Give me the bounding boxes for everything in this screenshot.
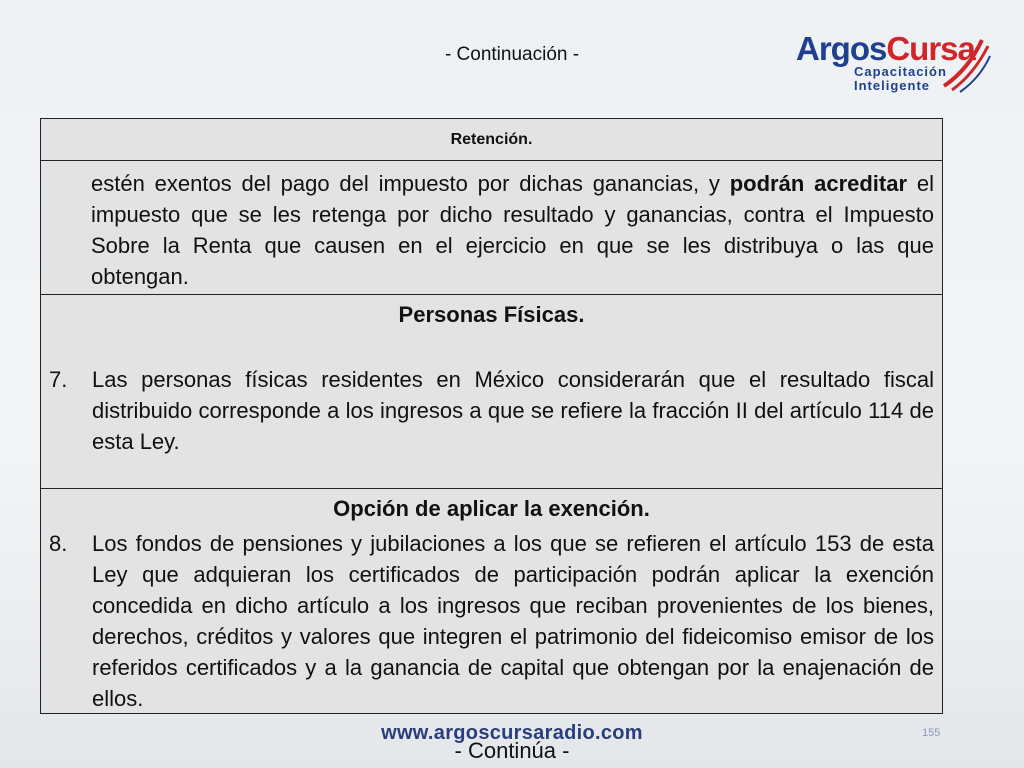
continua-label: - Continúa - bbox=[454, 738, 570, 763]
table-cell-personas-fisicas bbox=[40, 294, 943, 489]
swoosh-icon bbox=[942, 34, 992, 94]
website-url[interactable]: www.argoscursaradio.com bbox=[381, 722, 643, 744]
item-number: 8. bbox=[49, 531, 68, 556]
table-cell-opcion-exencion bbox=[40, 488, 943, 714]
logo-tagline-1: Capacitación bbox=[854, 64, 947, 79]
argoscursa-logo bbox=[792, 30, 1002, 94]
section-heading-opcion-exencion: Opción de aplicar la exención. bbox=[333, 496, 650, 521]
item-text: Las personas físicas residentes en México considerarán que el resultado fiscal distribuido corresponde a los ingresos a que se refiere la fracción II del artículo 114 de esta Ley. bbox=[92, 367, 934, 454]
logo-tagline-2: Inteligente bbox=[854, 78, 931, 93]
page-title: - Continuación - bbox=[444, 44, 580, 65]
table-heading: Retención. bbox=[450, 130, 533, 148]
list-item-7 bbox=[49, 364, 934, 457]
item-text: Los fondos de pensiones y jubilaciones a los que se refieren el artículo 153 de esta Ley que adquieran los certificados de participación podrán aplicar la exención concedida en dicho artículo a los ingresos que reciban provenientes de los bienes, derechos, créditos y valores que integren el patrimonio del fideicomiso emisor de los referidos certificados y a la ganancia de capital que obtengan por la enajenación de ellos. bbox=[92, 531, 934, 711]
bold-phrase: podrán acreditar bbox=[729, 171, 908, 196]
retencion-paragraph: estén exentos del pago del impuesto por dichas ganancias, y podrán acreditar el impuesto que se les retenga por dicho resultado y ganancias, contra el Impuesto Sobre la Renta que causen en el ejercicio en que se les distribuya o las que obtengan. bbox=[91, 171, 934, 289]
logo-wordmark: ArgosCursa bbox=[796, 30, 975, 67]
list-item-8 bbox=[49, 528, 934, 714]
item-number: 7. bbox=[49, 367, 68, 392]
table-cell-retencion bbox=[40, 160, 943, 295]
table-heading-cell bbox=[40, 118, 943, 161]
section-heading-personas-fisicas: Personas Físicas. bbox=[398, 302, 585, 327]
page-number: 155 bbox=[922, 727, 941, 739]
